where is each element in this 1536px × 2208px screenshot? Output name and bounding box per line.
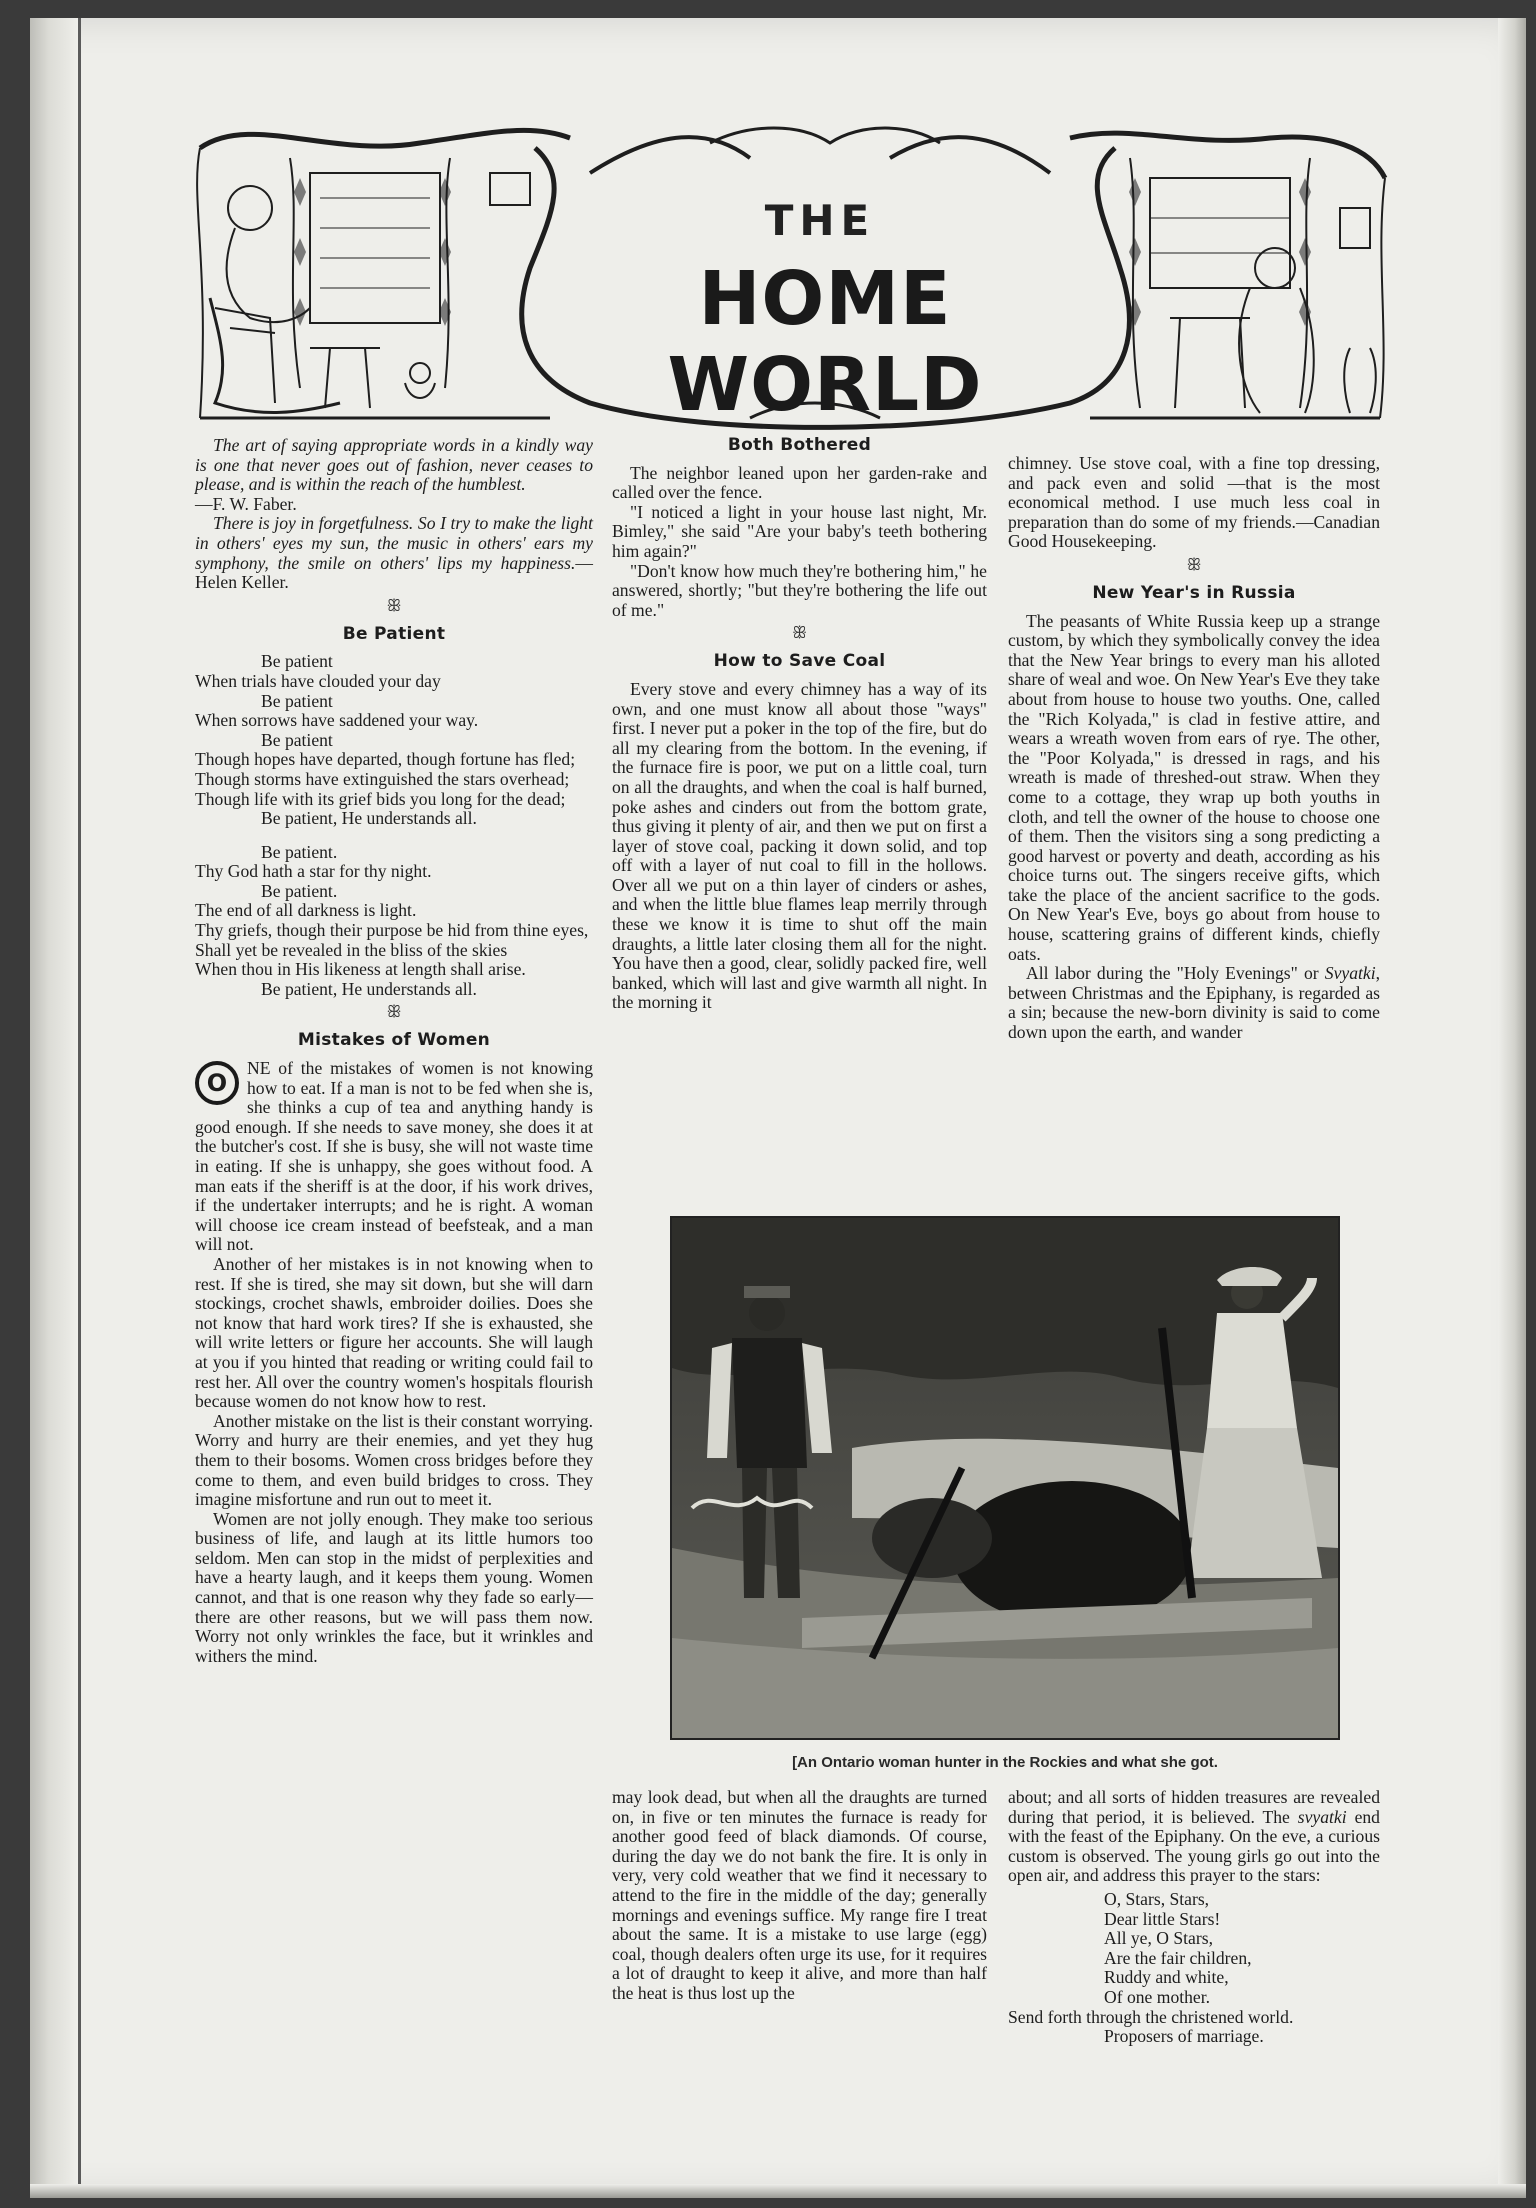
heading-both-bothered: Both Bothered: [727, 435, 872, 455]
hunter-photo: [670, 1216, 1340, 1740]
section-ornament: ꕥ: [1186, 554, 1202, 574]
stanza-gap: [195, 829, 593, 843]
quote-faber-author: —F. W. Faber.: [195, 493, 297, 514]
prayer-line: All ye, O Stars,: [1104, 1928, 1213, 1949]
heading-how-to-save-coal: How to Save Coal: [713, 651, 886, 672]
poem-line: Be patient: [261, 729, 333, 750]
photo-caption: [An Ontario woman hunter in the Rockies and what she got.: [792, 1754, 1218, 1771]
russia-p3: about; and all sorts of hidden treasures are revealed during that period, it is believed. The svyatki end with the feast of the Epiphany. On the eve, a curious custom is observed. The young girls go out into the open air, and address this prayer to the stars:: [1008, 1787, 1380, 1886]
page-bottom-edge: [30, 2184, 1526, 2198]
save-coal-continued: chimney. Use stove coal, with a fine top dressing, and pack even and solid —that is the most economical method. I use much less coal in preparation than do some of my friends.—Canadian Good Housekeeping.: [1008, 453, 1380, 552]
poem-line: Though life with its grief bids you long for the dead;: [195, 788, 566, 809]
section-ornament: ꕥ: [386, 1002, 402, 1022]
column-3-upper: [1008, 454, 1380, 1043]
prayer-line: Ruddy and white,: [1104, 1967, 1229, 1988]
poem-line: Be patient.: [261, 841, 338, 862]
page-edge: [1498, 18, 1526, 2198]
quote-keller-author: —Helen Keller.: [195, 552, 593, 593]
poem-line: When sorrows have saddened your way.: [195, 710, 479, 731]
quote-keller: There is joy in forgetfulness. So I try to make the light in others' eyes my sun, the music in others' ears my symphony, the smile on others' lips my happiness.—Helen Keller.: [195, 513, 593, 593]
both-bothered-p3: "Don't know how much they're bothering him," he answered, shortly; "but they're bothering the life out of me.": [612, 560, 987, 620]
mistakes-paragraph-2: Another of her mistakes is in not knowing when to rest. If she is tired, she may sit down, but she will darn stockings, crochet shawls, embroider doilies. Does she not know that hard work tires? If she is exhausted, she will write letters or figure her accounts. She will laugh at you if you hinted that reading or writing could fail to rest her. All over the country women's hospitals flourish because women do not know how to rest.: [195, 1253, 593, 1412]
poem-be-patient: [195, 652, 593, 999]
prayer-line: Are the fair children,: [1104, 1947, 1252, 1968]
poem-line: Be patient: [261, 651, 333, 672]
prayer-line: Of one mother.: [1104, 1986, 1211, 2007]
mistakes-paragraph-3: Another mistake on the list is their constant worrying. Worry and hurry are their enemies, and yet they hug them to their bosoms. Women cross bridges before they come to them, and even build bridges to cross. They imagine misfortune and run out to meet it.: [195, 1410, 593, 1510]
prayer-line: Dear little Stars!: [1104, 1908, 1221, 1929]
heading-mistakes-of-women: Mistakes of Women: [297, 1030, 491, 1051]
poem-line: Be patient.: [261, 880, 338, 901]
russia-p1: The peasants of White Russia keep up a strange custom, by which they symbolically convey the idea that the New Year brings to every man his alloted share of weal and woe. On New Year's Eve they take about from house to house two youths. One, called the "Rich Kolyada," is clad in festive attire, and wears a wreath woven from ears of rye. The other, the "Poor Kolyada," is dressed in rags, and his wreath is made of threshed-out straw. When they come to a cottage, they wrap up both youths in cloth, and tell the owner of the house to choose one of them. Then the visitors sing a song predicting a good harvest or poverty and death, according as his choice turns out. The singers receive gifts, which take the place of the ancient sacrifice to the gods. On New Year's Eve, boys go about from house to house, scattering grains of different kinds, chiefly oats.: [1008, 610, 1380, 964]
masthead-title: HOME WORLD: [667, 256, 983, 428]
poem-line: Though storms have extinguished the stars overhead;: [195, 768, 570, 789]
poem-line: Be patient: [261, 690, 333, 711]
prayer-line: Proposers of marriage.: [1104, 2026, 1264, 2047]
poem-line: Be patient, He understands all.: [261, 808, 477, 829]
russia-p2: All labor during the "Holy Evenings" or Svyatki, between Christmas and the Epiphany, is regarded as a sin; because the new-born divinity is said to come down upon the earth, and wander: [1008, 963, 1380, 1043]
binding-spine: [30, 18, 81, 2198]
masthead-the: THE: [764, 196, 876, 245]
heading-new-years-russia: New Year's in Russia: [1092, 582, 1296, 603]
poem-line: When thou in His likeness at length shall arise.: [195, 959, 526, 980]
heading-be-patient: Be Patient: [342, 623, 446, 644]
poem-line: When trials have clouded your day: [195, 670, 441, 691]
section-ornament: ꕥ: [386, 595, 402, 615]
mistakes-paragraph-4: Women are not jolly enough. They make too serious business of life, and laugh at its little humors too seldom. Men can stop in the midst of perplexities and have a hearty laugh, and it keeps them young. Women cannot, and that is one reason why they fade so early—there are other reasons, but we will pass them now. Worry not only wrinkles the face, but it wrinkles and withers the mind.: [195, 1508, 593, 1666]
masthead: [190, 118, 1390, 438]
poem-line: Shall yet be revealed in the bliss of the skies: [195, 939, 508, 960]
newspaper-page: [30, 18, 1526, 2198]
column-3-lower: [1008, 1788, 1380, 2049]
save-coal-p2: may look dead, but when all the draughts are turned on, in five or ten minutes the furnace is ready for another good feed of black diamonds. Of course, during the day we do not bank the fire. It is only in very, very cold weather that we find it necessary to attend to the fire in the middle of the day; generally mornings and evenings suffice. My range fire I treat about the same. It is a mistake to use large (egg) coal, though dealers often urge its use, for it requires a lot of draught to keep it alive, and more than half the heat is thus lost up the: [612, 1787, 987, 2003]
dropcap-letter: O: [195, 1061, 239, 1105]
poem-line: The end of all darkness is light.: [195, 900, 417, 921]
poem-line: Thy griefs, though their purpose be hid from thine eyes,: [195, 920, 589, 941]
mistakes-paragraph-1: O NE of the mistakes of women is not knowing how to eat. If a man is not to be fed when she is, she thinks a cup of tea and anything handy is good enough. If she needs to save money, she does it at the butcher's cost. If she is busy, she will not waste time in eating. If she is unhappy, she goes without food. A man eats if the sheriff is at the door, if his work drives, if the undertaker interrupts; and he is right. A woman will choose ice cream instead of beefsteak, and a man will not.: [195, 1058, 593, 1255]
section-ornament: ꕥ: [792, 623, 807, 643]
poem-line: Though hopes have departed, though fortune has fled;: [195, 749, 576, 770]
quote-faber: The art of saying appropriate words in a kindly way is one that never goes out of fashion, never ceases to please, and is within the reach of the humblest.: [195, 435, 593, 495]
poem-line: Thy God hath a star for thy night.: [195, 861, 432, 882]
both-bothered-p1: The neighbor leaned upon her garden-rake and called over the fence.: [612, 462, 987, 503]
prayer-line: O, Stars, Stars,: [1104, 1888, 1210, 1909]
column-2-upper: [612, 436, 987, 1013]
column-2-lower: [612, 1788, 987, 2004]
poem-line: Be patient, He understands all.: [261, 978, 477, 999]
save-coal-p1: Every stove and every chimney has a way of its own, and one must know all about those "ways" first. I never put a poker in the top of the fire, but do all my clearing from the bottom. In the evening, if the furnace fire is poor, we put on a little coal, turn on all the draughts, and when the coal is half burned, poke ashes and cinders out from the bottom grate, thus giving it plenty of air, and then we put on first a layer of stove coal, packing it down solid, and top off with a layer of nut coal to fill in the hollows. Over all we put on a thin layer of cinders or ashes, and when the little blue flames leap merrily through these we know it is time to shut off the main draughts, a little later closing them all for the night. You have then a good, clear, solidly packed fire, well banked, which will last and give warmth all night. In the morning it: [612, 678, 987, 1013]
stars-prayer: [1008, 1890, 1380, 2047]
column-1: [195, 436, 593, 1666]
both-bothered-p2: "I noticed a light in your house last night, Mr. Bimley," she said "Are your baby's teeth bothering him again?": [612, 501, 987, 561]
prayer-line: Send forth through the christened world.: [1008, 2006, 1294, 2027]
hunter-photo-image: [672, 1218, 1338, 1738]
